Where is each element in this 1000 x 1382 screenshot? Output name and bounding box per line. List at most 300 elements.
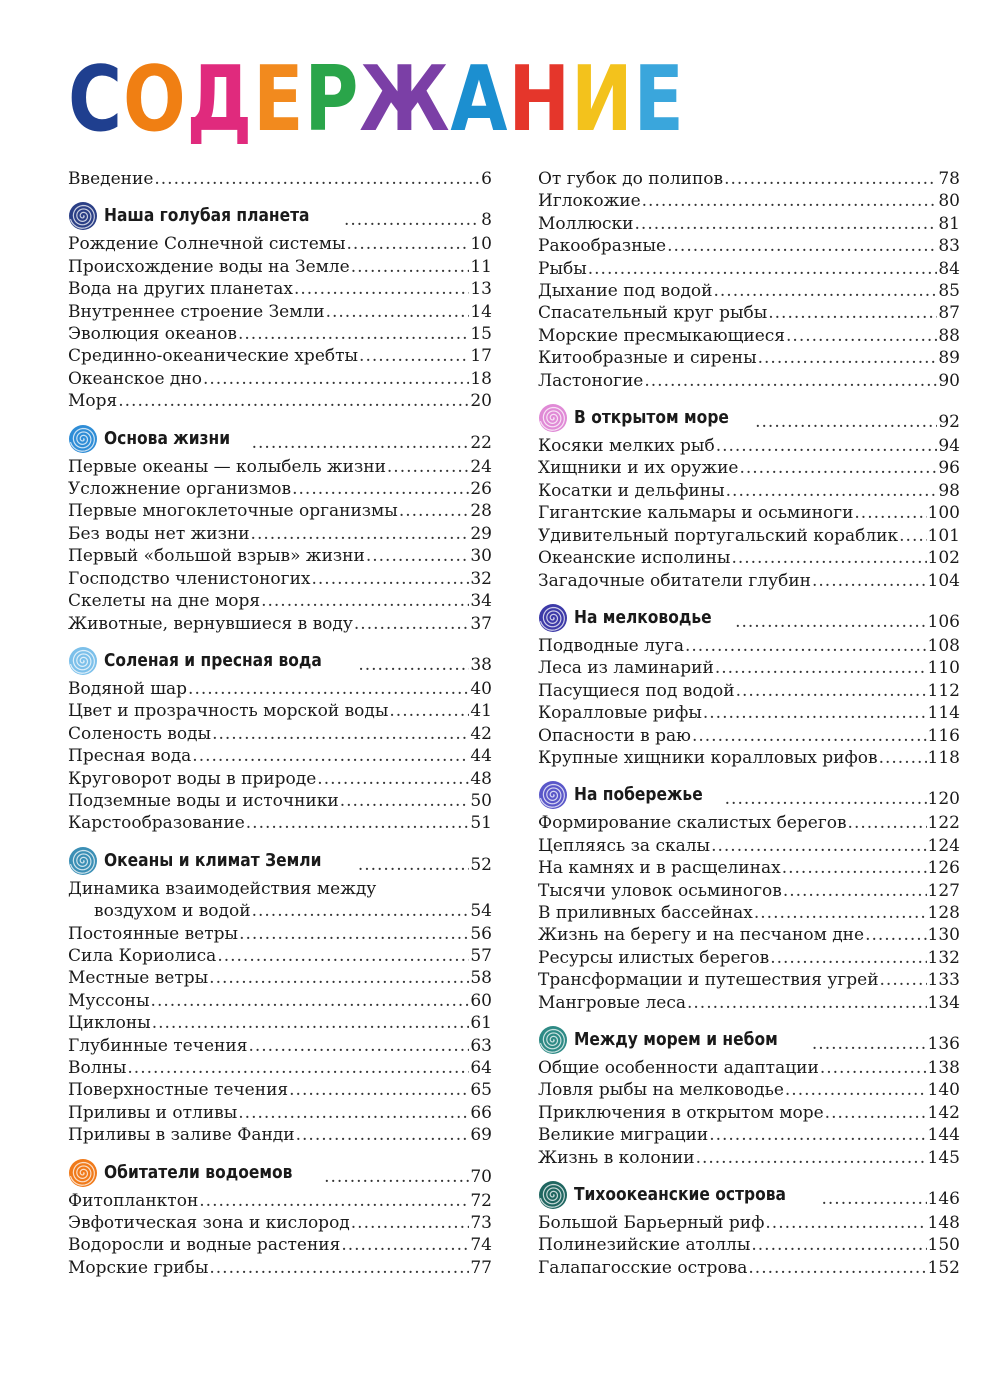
dot-leader (725, 788, 927, 810)
toc-entry[interactable] (68, 368, 492, 390)
section-heading[interactable] (68, 1158, 492, 1188)
entry-label: Динамика взаимодействия между (68, 878, 377, 899)
right-section-1 (538, 603, 960, 769)
toc-entry[interactable] (68, 545, 492, 567)
page-number: 70 (470, 1166, 492, 1187)
title-letter: С (68, 47, 123, 152)
entry-label: Фитопланктон (68, 1190, 199, 1211)
toc-entry[interactable] (538, 1124, 960, 1146)
section-heading[interactable] (68, 646, 492, 676)
toc-entry[interactable] (538, 902, 960, 924)
dot-leader (748, 1257, 926, 1279)
toc-entry[interactable] (538, 525, 960, 547)
dot-leader (736, 680, 927, 702)
dot-leader (238, 1102, 469, 1124)
toc-entry[interactable] (68, 345, 492, 367)
entry-label: Местные ветры (68, 968, 209, 989)
page-number: 78 (938, 169, 960, 189)
entry-label: Трансформации и путешествия угрей (538, 970, 879, 991)
page-number: 122 (927, 813, 960, 834)
page-number: 61 (470, 1013, 492, 1034)
entry-label: Океанские исполины (538, 548, 731, 569)
page-number: 20 (470, 391, 492, 412)
dot-leader (825, 1102, 927, 1124)
dot-leader (252, 900, 470, 922)
toc-entry[interactable] (538, 1257, 960, 1279)
entry-label: Сила Кориолиса (68, 945, 217, 966)
entry-label: Происхождение воды на Земле (68, 256, 350, 277)
dot-leader (880, 969, 927, 991)
spiral-icon (538, 603, 568, 633)
entry-label: Ластоногие (538, 370, 644, 391)
toc-entry[interactable] (68, 812, 492, 834)
dot-leader (854, 502, 926, 524)
dot-leader (359, 345, 469, 367)
toc-entry[interactable] (538, 680, 960, 702)
entry-label: Первые океаны — колыбель жизни (68, 456, 386, 477)
toc-entry[interactable] (538, 435, 960, 457)
dot-leader (768, 302, 937, 324)
page-number: 142 (927, 1102, 960, 1123)
page-number: 140 (927, 1080, 960, 1101)
toc-entry[interactable] (68, 1234, 492, 1256)
spiral-icon (68, 1158, 98, 1188)
toc-entry-intro[interactable]: Введение ..... 6 (68, 168, 492, 190)
dot-leader (588, 258, 938, 280)
page-number: 42 (470, 723, 492, 744)
dot-leader (770, 947, 926, 969)
page-number: 130 (927, 925, 960, 946)
spiral-icon (538, 1025, 568, 1055)
page-number: 146 (927, 1189, 960, 1210)
entry-label: Поверхностные течения (68, 1080, 289, 1101)
entry-label: Приливы и отливы (68, 1102, 238, 1123)
page-number: 104 (927, 570, 960, 591)
page-number: 58 (470, 968, 492, 989)
page-number: 64 (470, 1058, 492, 1078)
entry-label: Морские грибы (68, 1257, 209, 1278)
dot-leader (754, 902, 927, 924)
entry-label: Срединно-океанические хребты (68, 346, 359, 367)
dot-leader (294, 278, 469, 300)
toc-entry[interactable] (538, 1147, 960, 1169)
entry-label: Карстообразование (68, 813, 245, 834)
toc-entry[interactable] (538, 812, 960, 834)
section-heading[interactable] (538, 403, 960, 433)
dot-leader (252, 432, 470, 454)
dot-leader (358, 654, 469, 676)
dot-leader (726, 480, 938, 502)
dot-leader (786, 325, 937, 347)
toc-entry[interactable] (538, 235, 960, 257)
title-letter: Е (633, 47, 685, 152)
page-number: 83 (938, 236, 960, 257)
toc-entry[interactable] (538, 969, 960, 991)
dot-leader (820, 1057, 927, 1079)
entry-label: Подводные луга (538, 635, 684, 656)
dot-leader (203, 368, 469, 390)
toc-entry[interactable] (68, 678, 492, 700)
entry-label: Жизнь на берегу и на песчаном дне (538, 925, 865, 946)
page-number: 14 (470, 301, 492, 322)
toc-entry[interactable] (68, 790, 492, 812)
spiral-icon (68, 846, 98, 876)
toc-entry[interactable] (68, 568, 492, 590)
page-number: 152 (927, 1257, 960, 1278)
page-number: 11 (470, 256, 492, 277)
page-number: 40 (470, 678, 492, 699)
dot-leader (735, 611, 926, 633)
toc-entry[interactable] (68, 1190, 492, 1212)
toc-entry[interactable] (538, 370, 960, 392)
section-title: На мелководье (574, 606, 712, 628)
page-number: 30 (470, 546, 492, 567)
intro-section (68, 168, 492, 190)
dot-leader (848, 812, 927, 834)
toc-entry[interactable] (68, 923, 492, 945)
section-title: Наша голубая планета (104, 205, 310, 227)
section-heading[interactable] (538, 1025, 960, 1055)
dot-leader (248, 1035, 469, 1057)
entry-label: Хищники и их оружие (538, 458, 739, 479)
dot-leader (644, 370, 937, 392)
left-section-4 (68, 1158, 492, 1280)
page-number: 127 (927, 880, 960, 901)
entry-label: Морские пресмыкающиеся (538, 325, 786, 346)
right-section-0 (538, 403, 960, 592)
section-heading[interactable] (538, 1180, 960, 1210)
dot-leader (782, 857, 927, 879)
page-number: 87 (938, 303, 960, 324)
toc-entry[interactable] (68, 1079, 492, 1101)
toc-entry[interactable] (68, 500, 492, 522)
toc-entry[interactable] (68, 390, 492, 412)
dot-leader (118, 390, 469, 412)
dot-leader (687, 992, 927, 1014)
toc-entry[interactable] (68, 723, 492, 745)
section-title: Обитатели водоемов (104, 1161, 293, 1183)
toc-entry[interactable] (538, 657, 960, 679)
entry-label: Внутреннее строение Земли (68, 301, 325, 322)
dot-leader (758, 347, 938, 369)
toc-entry[interactable] (68, 590, 492, 612)
right-section-2 (538, 780, 960, 1014)
entry-label: Формирование скалистых берегов (538, 813, 847, 834)
page-number: 114 (927, 703, 960, 724)
page-number: 90 (938, 370, 960, 391)
entry-label: Приключения в открытом море (538, 1102, 824, 1123)
page-number: 65 (470, 1080, 492, 1101)
entry-label: Водоросли и водные растения (68, 1235, 341, 1256)
section-heading[interactable] (538, 780, 960, 810)
entry-label: Господство членистоногих (68, 568, 311, 589)
toc-entry[interactable] (68, 1012, 492, 1034)
page-number: 133 (927, 970, 960, 991)
section-title: Соленая и пресная вода (104, 649, 322, 671)
toc-entry[interactable] (538, 190, 960, 212)
toc-entry[interactable] (538, 347, 960, 369)
dot-leader (879, 747, 927, 769)
entry-label: В приливных бассейнах (538, 902, 753, 923)
toc-entry[interactable] (68, 301, 492, 323)
toc-entry[interactable] (538, 1057, 960, 1079)
entry-label: Муссоны (68, 990, 150, 1011)
toc-entry[interactable] (68, 278, 492, 300)
page-number: 69 (470, 1125, 492, 1146)
toc-entry[interactable] (538, 725, 960, 747)
spiral-icon (538, 1180, 568, 1210)
entry-label: На камнях и в расщелинах (538, 858, 781, 879)
entry-label: Тысячи уловок осьминогов (538, 880, 782, 901)
page-number: 22 (470, 432, 492, 453)
page-number: 96 (938, 458, 960, 479)
page-number: 32 (470, 568, 492, 589)
dot-leader (812, 570, 927, 592)
dot-leader (192, 745, 469, 767)
toc-entry[interactable] (68, 1035, 492, 1057)
entry-label: Удивительный португальский кораблик (538, 525, 899, 546)
toc-entry[interactable] (538, 835, 960, 857)
entry-label: Усложнение организмов (68, 479, 292, 500)
dot-leader (709, 1124, 926, 1146)
entry-label: Вода на других планетах (68, 279, 293, 300)
entry-label: Рождение Солнечной системы (68, 234, 346, 255)
page-number: 84 (938, 258, 960, 279)
section-title: Океаны и климат Земли (104, 849, 322, 871)
dot-leader (724, 168, 937, 190)
section-title: Тихоокеанские острова (574, 1184, 786, 1206)
dot-leader (292, 478, 469, 500)
toc-entry[interactable] (68, 1102, 492, 1124)
dot-leader (127, 1057, 469, 1079)
page-number: 144 (927, 1125, 960, 1146)
toc-entry[interactable] (538, 570, 960, 592)
dot-leader (340, 790, 470, 812)
toc-entry[interactable] (68, 1124, 492, 1146)
section-heading[interactable] (68, 846, 492, 876)
toc-entry[interactable] (68, 323, 492, 345)
section-heading[interactable] (68, 201, 492, 231)
dot-leader (751, 1234, 926, 1256)
toc-entry[interactable] (68, 945, 492, 967)
toc-entry[interactable] (538, 880, 960, 902)
toc-entry[interactable] (538, 457, 960, 479)
entry-label: Косяки мелких рыб (538, 436, 715, 457)
dot-leader (642, 190, 938, 212)
page-number: 110 (927, 658, 960, 679)
toc-entry[interactable] (538, 325, 960, 347)
dot-leader (239, 923, 469, 945)
title-letter: Е (253, 47, 305, 152)
toc-entry[interactable] (68, 900, 492, 922)
right-sections (538, 403, 960, 1279)
dot-leader (366, 545, 470, 567)
toc-entry[interactable] (538, 1079, 960, 1101)
section-heading[interactable] (538, 603, 960, 633)
entry-label: Великие миграции (538, 1125, 709, 1146)
page-number: 89 (938, 348, 960, 369)
toc-entry[interactable] (68, 256, 492, 278)
page-number: 38 (470, 654, 492, 675)
dot-leader (716, 435, 938, 457)
toc-entry[interactable] (538, 502, 960, 524)
entry-label: Круговорот воды в природе (68, 768, 317, 789)
page-number: 92 (938, 412, 960, 433)
page-number: 24 (470, 456, 492, 477)
dot-leader (152, 1012, 470, 1034)
dot-leader (209, 1257, 469, 1279)
toc-entry[interactable] (538, 280, 960, 302)
entry-label: Циклоны (68, 1013, 151, 1034)
entry-label: Опасности в раю (538, 725, 691, 746)
toc-entry[interactable] (538, 857, 960, 879)
page-number: 60 (470, 990, 492, 1011)
toc-entry[interactable] (68, 745, 492, 767)
page-number: 138 (927, 1058, 960, 1078)
toc-entry[interactable] (538, 635, 960, 657)
entry-label: Крупные хищники коралловых рифов (538, 747, 878, 768)
entry-label: Животные, вернувшиеся в воду (68, 613, 353, 634)
section-heading[interactable] (68, 424, 492, 454)
toc-entry[interactable] (538, 1212, 960, 1234)
entry-label: воздухом и водой (94, 901, 251, 922)
dot-leader (312, 568, 470, 590)
dot-leader (251, 523, 470, 545)
title-letter: Р (304, 47, 360, 152)
title-letter: А (450, 47, 509, 152)
entry-label: От губок до полипов (538, 169, 724, 189)
page-number: 124 (927, 835, 960, 856)
toc-entry[interactable] (538, 547, 960, 569)
entry-label: Волны (68, 1058, 127, 1078)
entry-label: Скелеты на дне моря (68, 591, 261, 612)
page-number: 26 (470, 479, 492, 500)
entry-label: Цепляясь за скалы (538, 835, 711, 856)
page-number: 108 (927, 635, 960, 656)
toc-entry[interactable] (68, 1212, 492, 1234)
dot-leader (865, 924, 926, 946)
toc-entry[interactable] (68, 613, 492, 635)
dot-leader (713, 280, 937, 302)
left-section-1 (68, 424, 492, 635)
toc-entry[interactable] (538, 480, 960, 502)
page-number: 73 (470, 1213, 492, 1234)
page-number: 148 (927, 1213, 960, 1234)
entry-label: Коралловые рифы (538, 703, 702, 724)
toc-entry[interactable] (68, 878, 492, 900)
dot-leader (755, 411, 937, 433)
page-number: 52 (470, 854, 492, 875)
toc-entry[interactable] (538, 1102, 960, 1124)
title-letter: Н (508, 47, 571, 152)
page-number: 50 (470, 790, 492, 811)
dot-leader (324, 1166, 469, 1188)
page-number: 48 (470, 768, 492, 789)
toc-entry[interactable] (538, 992, 960, 1014)
entry-label: Иглокожие (538, 191, 641, 212)
dot-leader (151, 990, 470, 1012)
page-number: 10 (470, 234, 492, 255)
dot-leader (685, 635, 927, 657)
dot-leader (635, 213, 938, 235)
page-number: 66 (470, 1102, 492, 1123)
toc-entry[interactable] (68, 700, 492, 722)
page-number: 44 (470, 746, 492, 767)
dot-leader (731, 547, 926, 569)
page-number: 102 (927, 548, 960, 569)
page-number: 94 (938, 436, 960, 457)
entry-label: Спасательный круг рыбы (538, 303, 768, 324)
page-number: 81 (938, 213, 960, 234)
spiral-icon (68, 646, 98, 676)
title-letter: И (570, 47, 634, 152)
page-number: 85 (938, 281, 960, 302)
toc-entry[interactable] (538, 747, 960, 769)
toc-entry[interactable] (538, 947, 960, 969)
entry-label: Загадочные обитатели глубин (538, 570, 811, 591)
right-continued-section (538, 168, 960, 392)
toc-entry[interactable] (68, 456, 492, 478)
page-number: 17 (470, 346, 492, 367)
dot-leader (296, 1124, 470, 1146)
dot-leader (344, 209, 480, 231)
entry-label: Большой Барьерный риф (538, 1213, 765, 1234)
entry-label: Приливы в заливе Фанди (68, 1125, 295, 1146)
toc-entry[interactable] (538, 702, 960, 724)
page-number: 77 (470, 1257, 492, 1278)
page-number: 51 (470, 813, 492, 834)
toc-entry[interactable] (68, 478, 492, 500)
dot-leader (389, 700, 469, 722)
entry-label: Эволюция океанов (68, 324, 237, 345)
dot-leader (399, 500, 470, 522)
toc-entry[interactable] (68, 1257, 492, 1279)
dot-leader (715, 657, 927, 679)
toc-entry[interactable] (538, 1234, 960, 1256)
entry-label: Подземные воды и источники (68, 790, 339, 811)
toc-entry[interactable] (68, 990, 492, 1012)
dot-leader (212, 723, 469, 745)
entry-label: Китообразные и сирены (538, 348, 757, 369)
toc-entry[interactable] (538, 258, 960, 280)
toc-entry[interactable] (68, 1057, 492, 1079)
entry-label: Косатки и дельфины (538, 480, 725, 501)
page-number: 74 (470, 1235, 492, 1256)
toc-entry[interactable] (68, 233, 492, 255)
entry-label: Моллюски (538, 213, 634, 234)
page-number: 29 (470, 523, 492, 544)
page-number: 106 (927, 611, 960, 632)
toc-entry[interactable] (538, 924, 960, 946)
title-letter: Ж (359, 47, 451, 152)
entry-label: Пресная вода (68, 746, 192, 767)
title-letter: Д (186, 47, 254, 152)
toc-entry[interactable] (538, 168, 960, 190)
entry-label: Океанское дно (68, 368, 202, 389)
toc-entry[interactable] (68, 523, 492, 545)
entry-label: Водяной шар (68, 678, 188, 699)
page-number: 57 (470, 945, 492, 966)
page-number: 80 (938, 191, 960, 212)
left-section-2 (68, 646, 492, 835)
dot-leader (341, 1234, 469, 1256)
toc-entry[interactable] (68, 768, 492, 790)
dot-leader (238, 323, 469, 345)
toc-entry[interactable] (538, 213, 960, 235)
toc-entry[interactable] (68, 967, 492, 989)
dot-leader (785, 1079, 927, 1101)
toc-entry[interactable] (538, 302, 960, 324)
